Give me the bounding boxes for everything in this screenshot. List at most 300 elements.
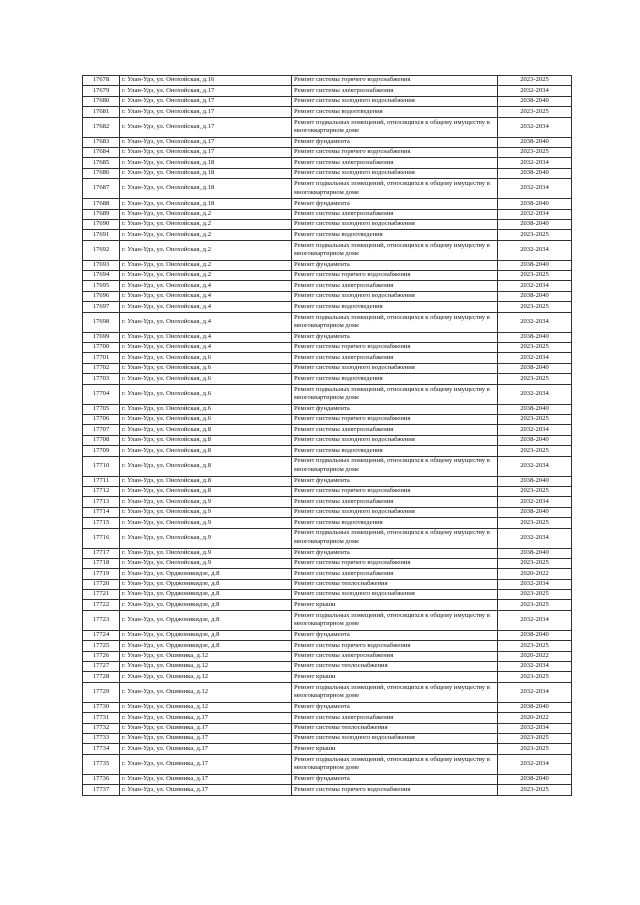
row-number-cell: 17689 <box>83 209 120 219</box>
work-type-cell: Ремонт системы водоотведения <box>292 107 498 117</box>
address-cell: г. Улан-Удэ, ул. Онохойская, д.17 <box>120 137 292 147</box>
address-cell: г. Улан-Удэ, ул. Онохойская, д.8 <box>120 456 292 476</box>
period-cell: 2032-2034 <box>498 240 572 260</box>
address-cell: г. Улан-Удэ, ул. Ошмника, д.17 <box>120 774 292 784</box>
work-type-cell: Ремонт подвальных помещений, относящихся к общему имуществу в многоквартирном доме <box>292 456 498 476</box>
row-number-cell: 17709 <box>83 446 120 456</box>
period-cell: 2032-2034 <box>498 754 572 774</box>
work-type-cell: Ремонт системы холодного водоснабжения <box>292 291 498 301</box>
table-row <box>83 332 572 342</box>
period-cell: 2032-2034 <box>498 610 572 630</box>
address-cell: г. Улан-Удэ, ул. Онохойская, д.16 <box>120 76 292 86</box>
table-row <box>83 199 572 209</box>
period-cell: 2023-2025 <box>498 230 572 240</box>
address-cell: г. Улан-Удэ, ул. Онохойская, д.8 <box>120 486 292 496</box>
row-number-cell: 17719 <box>83 569 120 579</box>
work-type-cell: Ремонт системы холодного водоснабжения <box>292 363 498 373</box>
table-row <box>83 291 572 301</box>
row-number-cell: 17680 <box>83 96 120 106</box>
period-cell: 2032-2034 <box>498 384 572 404</box>
work-type-cell: Ремонт системы водоотведения <box>292 446 498 456</box>
work-type-cell: Ремонт системы холодного водоснабжения <box>292 96 498 106</box>
work-type-cell: Ремонт подвальных помещений, относящихся к общему имуществу в многоквартирном доме <box>292 179 498 199</box>
table-body <box>83 76 572 796</box>
period-cell: 2023-2025 <box>498 518 572 528</box>
address-cell: г. Улан-Удэ, ул. Онохойская, д.8 <box>120 435 292 445</box>
row-number-cell: 17681 <box>83 107 120 117</box>
row-number-cell: 17705 <box>83 404 120 414</box>
address-cell: г. Улан-Удэ, ул. Онохойская, д.17 <box>120 96 292 106</box>
address-cell: г. Улан-Удэ, ул. Онохойская, д.17 <box>120 117 292 137</box>
row-number-cell: 17729 <box>83 682 120 702</box>
period-cell: 2038-2040 <box>498 774 572 784</box>
address-cell: г. Улан-Удэ, ул. Онохойская, д.2 <box>120 260 292 270</box>
work-type-cell: Ремонт подвальных помещений, относящихся к общему имуществу в многоквартирном доме <box>292 384 498 404</box>
period-cell: 2023-2025 <box>498 147 572 157</box>
work-type-cell: Ремонт подвальных помещений, относящихся к общему имуществу в многоквартирном доме <box>292 528 498 548</box>
table-row <box>83 404 572 414</box>
work-type-cell: Ремонт системы электроснабжения <box>292 713 498 723</box>
table-row <box>83 774 572 784</box>
row-number-cell: 17715 <box>83 518 120 528</box>
table-row <box>83 117 572 137</box>
work-type-cell: Ремонт системы электроснабжения <box>292 281 498 291</box>
work-type-cell: Ремонт системы электроснабжения <box>292 497 498 507</box>
work-type-cell: Ремонт фундамента <box>292 404 498 414</box>
period-cell: 2038-2040 <box>498 219 572 229</box>
table-row <box>83 456 572 476</box>
table-row <box>83 209 572 219</box>
table-row <box>83 579 572 589</box>
period-cell: 2020-2022 <box>498 713 572 723</box>
work-type-cell: Ремонт подвальных помещений, относящихся к общему имуществу в многоквартирном доме <box>292 754 498 774</box>
period-cell: 2032-2034 <box>498 662 572 672</box>
work-type-cell: Ремонт фундамента <box>292 476 498 486</box>
table-row <box>83 702 572 712</box>
work-type-cell: Ремонт системы холодного водоснабжения <box>292 219 498 229</box>
address-cell: г. Улан-Удэ, ул. Онохойская, д.9 <box>120 548 292 558</box>
table-row <box>83 168 572 178</box>
work-type-cell: Ремонт системы горячего водоснабжения <box>292 414 498 424</box>
work-type-cell: Ремонт подвальных помещений, относящихся к общему имуществу в многоквартирном доме <box>292 312 498 332</box>
address-cell: г. Улан-Удэ, ул. Онохойская, д.18 <box>120 158 292 168</box>
period-cell: 2032-2034 <box>498 86 572 96</box>
work-type-cell: Ремонт подвальных помещений, относящихся к общему имуществу в многоквартирном доме <box>292 240 498 260</box>
table-row <box>83 137 572 147</box>
period-cell: 2023-2025 <box>498 672 572 682</box>
work-type-cell: Ремонт крыши <box>292 744 498 754</box>
work-type-cell: Ремонт системы теплоснабжения <box>292 723 498 733</box>
address-cell: г. Улан-Удэ, ул. Орджоникидзе, д.8 <box>120 569 292 579</box>
table-row <box>83 271 572 281</box>
address-cell: г. Улан-Удэ, ул. Онохойская, д.9 <box>120 558 292 568</box>
row-number-cell: 17725 <box>83 641 120 651</box>
period-cell: 2023-2025 <box>498 558 572 568</box>
period-cell: 2038-2040 <box>498 96 572 106</box>
table-row <box>83 96 572 106</box>
table-row <box>83 528 572 548</box>
address-cell: г. Улан-Удэ, ул. Онохойская, д.2 <box>120 230 292 240</box>
work-type-cell: Ремонт системы горячего водоснабжения <box>292 486 498 496</box>
address-cell: г. Улан-Удэ, ул. Онохойская, д.8 <box>120 476 292 486</box>
work-type-cell: Ремонт системы водоотведения <box>292 518 498 528</box>
address-cell: г. Улан-Удэ, ул. Онохойская, д.6 <box>120 404 292 414</box>
period-cell: 2032-2034 <box>498 353 572 363</box>
address-cell: г. Улан-Удэ, ул. Онохойская, д.4 <box>120 281 292 291</box>
table-row <box>83 630 572 640</box>
table-row <box>83 240 572 260</box>
work-type-cell: Ремонт крыши <box>292 672 498 682</box>
work-type-cell: Ремонт системы водоотведения <box>292 230 498 240</box>
address-cell: г. Улан-Удэ, ул. Ошмника, д.17 <box>120 754 292 774</box>
address-cell: г. Улан-Удэ, ул. Орджоникидзе, д.8 <box>120 590 292 600</box>
row-number-cell: 17693 <box>83 260 120 270</box>
address-cell: г. Улан-Удэ, ул. Онохойская, д.17 <box>120 147 292 157</box>
table-row <box>83 260 572 270</box>
period-cell: 2032-2034 <box>498 179 572 199</box>
period-cell: 2023-2025 <box>498 414 572 424</box>
row-number-cell: 17696 <box>83 291 120 301</box>
work-type-cell: Ремонт системы электроснабжения <box>292 158 498 168</box>
work-type-cell: Ремонт системы холодного водоснабжения <box>292 435 498 445</box>
table-row <box>83 600 572 610</box>
table-row <box>83 384 572 404</box>
row-number-cell: 17701 <box>83 353 120 363</box>
row-number-cell: 17716 <box>83 528 120 548</box>
period-cell: 2023-2025 <box>498 302 572 312</box>
work-type-cell: Ремонт системы электроснабжения <box>292 651 498 661</box>
period-cell: 2038-2040 <box>498 404 572 414</box>
table-row <box>83 569 572 579</box>
period-cell: 2023-2025 <box>498 343 572 353</box>
row-number-cell: 17735 <box>83 754 120 774</box>
table-row <box>83 302 572 312</box>
table-row <box>83 76 572 86</box>
work-type-cell: Ремонт системы теплоснабжения <box>292 662 498 672</box>
period-cell: 2038-2040 <box>498 507 572 517</box>
address-cell: г. Улан-Удэ, ул. Онохойская, д.8 <box>120 446 292 456</box>
work-type-cell: Ремонт системы электроснабжения <box>292 353 498 363</box>
table-row <box>83 507 572 517</box>
period-cell: 2032-2034 <box>498 528 572 548</box>
address-cell: г. Улан-Удэ, ул. Орджоникидзе, д.8 <box>120 579 292 589</box>
table-row <box>83 662 572 672</box>
period-cell: 2038-2040 <box>498 168 572 178</box>
address-cell: г. Улан-Удэ, ул. Онохойская, д.9 <box>120 518 292 528</box>
period-cell: 2023-2025 <box>498 446 572 456</box>
row-number-cell: 17682 <box>83 117 120 137</box>
table-row <box>83 107 572 117</box>
table-row <box>83 281 572 291</box>
work-type-cell: Ремонт системы горячего водоснабжения <box>292 558 498 568</box>
row-number-cell: 17692 <box>83 240 120 260</box>
period-cell: 2023-2025 <box>498 744 572 754</box>
row-number-cell: 17678 <box>83 76 120 86</box>
address-cell: г. Улан-Удэ, ул. Онохойская, д.2 <box>120 219 292 229</box>
table-row <box>83 486 572 496</box>
row-number-cell: 17679 <box>83 86 120 96</box>
table-row <box>83 476 572 486</box>
table-row <box>83 353 572 363</box>
row-number-cell: 17722 <box>83 600 120 610</box>
work-type-cell: Ремонт системы водоотведения <box>292 374 498 384</box>
work-type-cell: Ремонт системы холодного водоснабжения <box>292 733 498 743</box>
row-number-cell: 17724 <box>83 630 120 640</box>
row-number-cell: 17684 <box>83 147 120 157</box>
table-row <box>83 548 572 558</box>
period-cell: 2032-2034 <box>498 579 572 589</box>
work-type-cell: Ремонт системы горячего водоснабжения <box>292 785 498 795</box>
period-cell: 2032-2034 <box>498 281 572 291</box>
address-cell: г. Улан-Удэ, ул. Онохойская, д.4 <box>120 343 292 353</box>
table-row <box>83 435 572 445</box>
table-row <box>83 754 572 774</box>
row-number-cell: 17688 <box>83 199 120 209</box>
table-row <box>83 86 572 96</box>
row-number-cell: 17697 <box>83 302 120 312</box>
row-number-cell: 17728 <box>83 672 120 682</box>
table-row <box>83 558 572 568</box>
work-type-cell: Ремонт подвальных помещений, относящихся к общему имуществу в многоквартирном доме <box>292 682 498 702</box>
address-cell: г. Улан-Удэ, ул. Онохойская, д.18 <box>120 199 292 209</box>
address-cell: г. Улан-Удэ, ул. Онохойская, д.4 <box>120 302 292 312</box>
table-row <box>83 219 572 229</box>
table-row <box>83 230 572 240</box>
work-type-cell: Ремонт фундамента <box>292 630 498 640</box>
period-cell: 2038-2040 <box>498 702 572 712</box>
row-number-cell: 17736 <box>83 774 120 784</box>
table-row <box>83 363 572 373</box>
address-cell: г. Улан-Удэ, ул. Онохойская, д.8 <box>120 425 292 435</box>
table-row <box>83 158 572 168</box>
row-number-cell: 17702 <box>83 363 120 373</box>
table-row <box>83 610 572 630</box>
period-cell: 2023-2025 <box>498 486 572 496</box>
address-cell: г. Улан-Удэ, ул. Онохойская, д.9 <box>120 528 292 548</box>
row-number-cell: 17690 <box>83 219 120 229</box>
table-row <box>83 343 572 353</box>
address-cell: г. Улан-Удэ, ул. Онохойская, д.6 <box>120 384 292 404</box>
address-cell: г. Улан-Удэ, ул. Ошмника, д.17 <box>120 733 292 743</box>
work-type-cell: Ремонт фундамента <box>292 260 498 270</box>
address-cell: г. Улан-Удэ, ул. Орджоникидзе, д.8 <box>120 630 292 640</box>
period-cell: 2023-2025 <box>498 374 572 384</box>
work-type-cell: Ремонт системы горячего водоснабжения <box>292 76 498 86</box>
work-type-cell: Ремонт крыши <box>292 600 498 610</box>
row-number-cell: 17694 <box>83 271 120 281</box>
row-number-cell: 17730 <box>83 702 120 712</box>
row-number-cell: 17698 <box>83 312 120 332</box>
period-cell: 2038-2040 <box>498 363 572 373</box>
period-cell: 2032-2034 <box>498 425 572 435</box>
period-cell: 2032-2034 <box>498 117 572 137</box>
address-cell: г. Улан-Удэ, ул. Онохойская, д.18 <box>120 168 292 178</box>
work-type-cell: Ремонт системы холодного водоснабжения <box>292 507 498 517</box>
work-type-cell: Ремонт фундамента <box>292 332 498 342</box>
period-cell: 2032-2034 <box>498 723 572 733</box>
row-number-cell: 17727 <box>83 662 120 672</box>
work-type-cell: Ремонт системы горячего водоснабжения <box>292 641 498 651</box>
address-cell: г. Улан-Удэ, ул. Онохойская, д.9 <box>120 507 292 517</box>
period-cell: 2038-2040 <box>498 630 572 640</box>
work-type-cell: Ремонт системы теплоснабжения <box>292 579 498 589</box>
table-row <box>83 374 572 384</box>
address-cell: г. Улан-Удэ, ул. Ошмника, д.12 <box>120 682 292 702</box>
period-cell: 2038-2040 <box>498 137 572 147</box>
row-number-cell: 17706 <box>83 414 120 424</box>
address-cell: г. Улан-Удэ, ул. Ошмника, д.17 <box>120 744 292 754</box>
row-number-cell: 17691 <box>83 230 120 240</box>
address-cell: г. Улан-Удэ, ул. Онохойская, д.6 <box>120 414 292 424</box>
table-row <box>83 733 572 743</box>
address-cell: г. Улан-Удэ, ул. Орджоникидзе, д.8 <box>120 610 292 630</box>
table-row <box>83 518 572 528</box>
period-cell: 2020-2022 <box>498 569 572 579</box>
row-number-cell: 17713 <box>83 497 120 507</box>
period-cell: 2038-2040 <box>498 199 572 209</box>
period-cell: 2032-2034 <box>498 456 572 476</box>
work-type-cell: Ремонт системы электроснабжения <box>292 569 498 579</box>
period-cell: 2023-2025 <box>498 600 572 610</box>
period-cell: 2023-2025 <box>498 76 572 86</box>
period-cell: 2038-2040 <box>498 476 572 486</box>
address-cell: г. Улан-Удэ, ул. Ошмника, д.12 <box>120 702 292 712</box>
work-type-cell: Ремонт подвальных помещений, относящихся к общему имуществу в многоквартирном доме <box>292 610 498 630</box>
address-cell: г. Улан-Удэ, ул. Ошмника, д.12 <box>120 672 292 682</box>
table-row <box>83 312 572 332</box>
row-number-cell: 17734 <box>83 744 120 754</box>
table-row <box>83 497 572 507</box>
row-number-cell: 17720 <box>83 579 120 589</box>
row-number-cell: 17733 <box>83 733 120 743</box>
row-number-cell: 17699 <box>83 332 120 342</box>
work-type-cell: Ремонт системы холодного водоснабжения <box>292 168 498 178</box>
row-number-cell: 17737 <box>83 785 120 795</box>
row-number-cell: 17732 <box>83 723 120 733</box>
period-cell: 2038-2040 <box>498 435 572 445</box>
table-row <box>83 713 572 723</box>
work-type-cell: Ремонт фундамента <box>292 548 498 558</box>
row-number-cell: 17708 <box>83 435 120 445</box>
period-cell: 2032-2034 <box>498 497 572 507</box>
row-number-cell: 17717 <box>83 548 120 558</box>
table-row <box>83 723 572 733</box>
address-cell: г. Улан-Удэ, ул. Онохойская, д.4 <box>120 312 292 332</box>
table-row <box>83 682 572 702</box>
row-number-cell: 17703 <box>83 374 120 384</box>
work-type-cell: Ремонт фундамента <box>292 199 498 209</box>
row-number-cell: 17721 <box>83 590 120 600</box>
row-number-cell: 17687 <box>83 179 120 199</box>
table-row <box>83 651 572 661</box>
row-number-cell: 17700 <box>83 343 120 353</box>
row-number-cell: 17710 <box>83 456 120 476</box>
work-type-cell: Ремонт системы электроснабжения <box>292 209 498 219</box>
address-cell: г. Улан-Удэ, ул. Онохойская, д.2 <box>120 209 292 219</box>
address-cell: г. Улан-Удэ, ул. Ошмника, д.12 <box>120 651 292 661</box>
table-row <box>83 147 572 157</box>
table-row <box>83 641 572 651</box>
period-cell: 2032-2034 <box>498 312 572 332</box>
address-cell: г. Улан-Удэ, ул. Ошмника, д.12 <box>120 662 292 672</box>
period-cell: 2032-2034 <box>498 158 572 168</box>
address-cell: г. Улан-Удэ, ул. Ошмника, д.17 <box>120 713 292 723</box>
table-row <box>83 590 572 600</box>
address-cell: г. Улан-Удэ, ул. Онохойская, д.2 <box>120 240 292 260</box>
table-row <box>83 672 572 682</box>
table-row <box>83 744 572 754</box>
work-type-cell: Ремонт подвальных помещений, относящихся к общему имуществу в многоквартирном доме <box>292 117 498 137</box>
row-number-cell: 17704 <box>83 384 120 404</box>
row-number-cell: 17714 <box>83 507 120 517</box>
row-number-cell: 17711 <box>83 476 120 486</box>
address-cell: г. Улан-Удэ, ул. Орджоникидзе, д.8 <box>120 641 292 651</box>
work-type-cell: Ремонт системы горячего водоснабжения <box>292 343 498 353</box>
period-cell: 2038-2040 <box>498 291 572 301</box>
address-cell: г. Улан-Удэ, ул. Онохойская, д.6 <box>120 363 292 373</box>
period-cell: 2020-2022 <box>498 651 572 661</box>
work-type-cell: Ремонт фундамента <box>292 774 498 784</box>
work-type-cell: Ремонт фундамента <box>292 137 498 147</box>
address-cell: г. Улан-Удэ, ул. Ошмника, д.17 <box>120 723 292 733</box>
period-cell: 2023-2025 <box>498 590 572 600</box>
table-row <box>83 785 572 795</box>
address-cell: г. Улан-Удэ, ул. Онохойская, д.4 <box>120 291 292 301</box>
row-number-cell: 17695 <box>83 281 120 291</box>
work-type-cell: Ремонт фундамента <box>292 702 498 712</box>
address-cell: г. Улан-Удэ, ул. Онохойская, д.4 <box>120 332 292 342</box>
work-type-cell: Ремонт системы электроснабжения <box>292 86 498 96</box>
address-cell: г. Улан-Удэ, ул. Онохойская, д.17 <box>120 86 292 96</box>
address-cell: г. Улан-Удэ, ул. Онохойская, д.2 <box>120 271 292 281</box>
row-number-cell: 17685 <box>83 158 120 168</box>
row-number-cell: 17712 <box>83 486 120 496</box>
address-cell: г. Улан-Удэ, ул. Орджоникидзе, д.8 <box>120 600 292 610</box>
row-number-cell: 17731 <box>83 713 120 723</box>
row-number-cell: 17686 <box>83 168 120 178</box>
work-type-cell: Ремонт системы горячего водоснабжения <box>292 147 498 157</box>
address-cell: г. Улан-Удэ, ул. Онохойская, д.6 <box>120 353 292 363</box>
row-number-cell: 17683 <box>83 137 120 147</box>
table-row <box>83 446 572 456</box>
work-type-cell: Ремонт системы электроснабжения <box>292 425 498 435</box>
table-row <box>83 179 572 199</box>
work-type-cell: Ремонт системы холодного водоснабжения <box>292 590 498 600</box>
row-number-cell: 17718 <box>83 558 120 568</box>
table-row <box>83 425 572 435</box>
work-type-cell: Ремонт системы водоотведения <box>292 302 498 312</box>
row-number-cell: 17707 <box>83 425 120 435</box>
table-row <box>83 414 572 424</box>
period-cell: 2023-2025 <box>498 733 572 743</box>
address-cell: г. Улан-Удэ, ул. Онохойская, д.18 <box>120 179 292 199</box>
period-cell: 2023-2025 <box>498 785 572 795</box>
work-type-cell: Ремонт системы горячего водоснабжения <box>292 271 498 281</box>
period-cell: 2038-2040 <box>498 332 572 342</box>
repair-schedule-table <box>82 75 572 796</box>
address-cell: г. Улан-Удэ, ул. Ошмника, д.17 <box>120 785 292 795</box>
row-number-cell: 17723 <box>83 610 120 630</box>
address-cell: г. Улан-Удэ, ул. Онохойская, д.17 <box>120 107 292 117</box>
period-cell: 2032-2034 <box>498 209 572 219</box>
period-cell: 2038-2040 <box>498 548 572 558</box>
period-cell: 2023-2025 <box>498 641 572 651</box>
period-cell: 2023-2025 <box>498 271 572 281</box>
period-cell: 2038-2040 <box>498 260 572 270</box>
address-cell: г. Улан-Удэ, ул. Онохойская, д.9 <box>120 497 292 507</box>
period-cell: 2032-2034 <box>498 682 572 702</box>
address-cell: г. Улан-Удэ, ул. Онохойская, д.6 <box>120 374 292 384</box>
